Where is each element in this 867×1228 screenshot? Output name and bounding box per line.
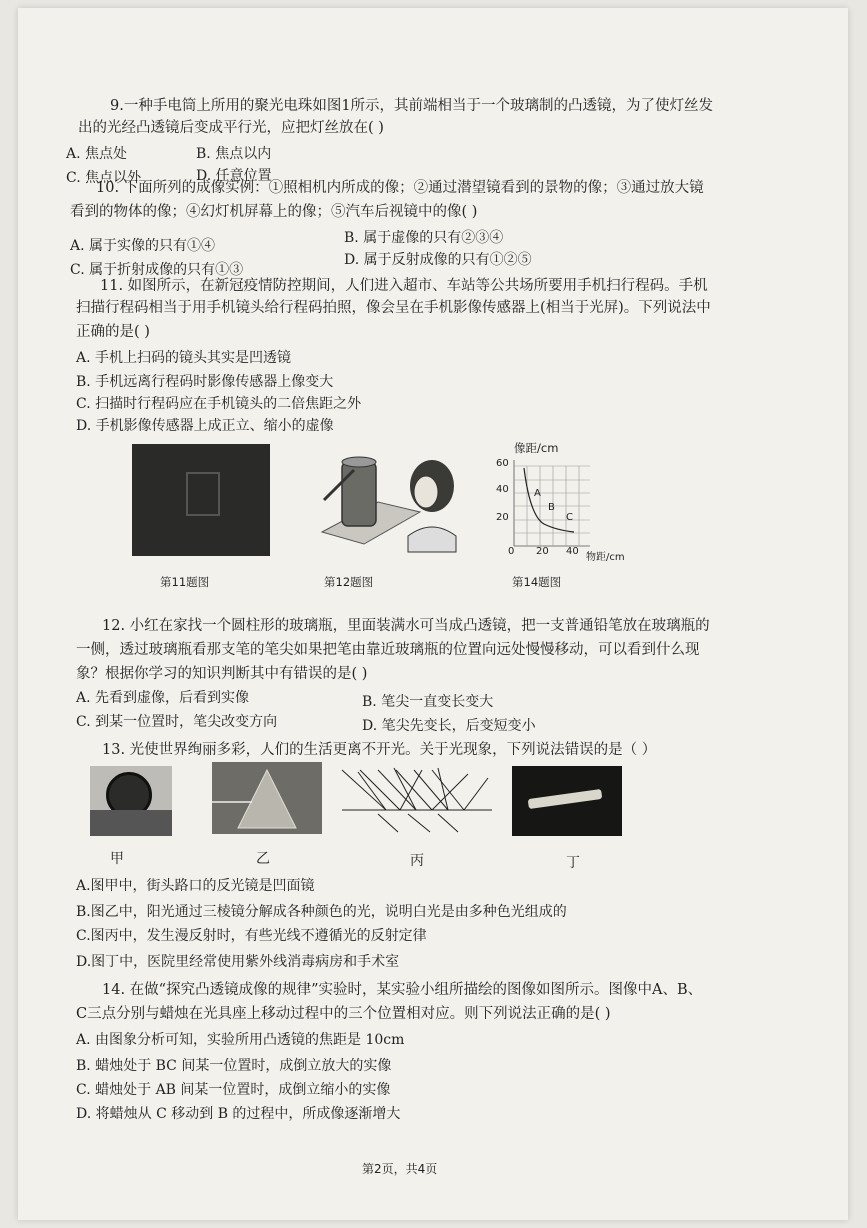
label-bing: 丙 — [410, 853, 424, 869]
q13-option-a: A.图甲中，街头路口的反光镜是凹面镜 — [76, 878, 315, 894]
q12-option-a: A. 先看到虚像，后看到实像 — [76, 690, 250, 706]
figure-11-caption: 第11题图 — [160, 575, 210, 589]
q10-option-c: C. 属于折射成像的只有①③ — [70, 262, 244, 278]
figure-jia-convex-mirror — [90, 766, 172, 836]
q13-option-b: B.图乙中，阳光通过三棱镜分解成各种颜色的光，说明白光是由多种色光组成的 — [76, 904, 567, 920]
q10-line2: 看到的物体的像；④幻灯机屏幕上的像；⑤汽车后视镜中的像( ) — [70, 204, 478, 220]
q11-option-c: C. 扫描时行程码应在手机镜头的二倍焦距之外 — [76, 396, 362, 412]
q12-option-c: C. 到某一位置时，笔尖改变方向 — [76, 714, 278, 730]
graph-ytick-20: 20 — [496, 512, 509, 523]
graph-point-c: C — [566, 512, 573, 523]
figure-bing-diffuse-reflection — [338, 764, 496, 836]
graph-xtick-0: 0 — [508, 546, 515, 557]
figure-14-graph — [474, 436, 644, 566]
figure-14-caption: 第14题图 — [512, 575, 562, 589]
graph-y-label: 像距/cm — [514, 441, 559, 455]
q10-option-b: B. 属于虚像的只有②③④ — [344, 230, 504, 246]
q10-option-d: D. 属于反射成像的只有①②⑤ — [344, 252, 532, 268]
q12-line3: 象？根据你学习的知识判断其中有错误的是( ) — [76, 666, 368, 682]
q12-line2: 一侧，透过玻璃瓶看那支笔的笔尖如果把笔由靠近玻璃瓶的位置向远处慢慢移动，可以看到什么现 — [76, 642, 700, 658]
q13-line1: 13. 光使世界绚丽多彩，人们的生活更离不开光。关于光现象，下列说法错误的是（ ） — [102, 742, 657, 758]
q10-option-a: A. 属于实像的只有①④ — [70, 238, 216, 254]
q9-line2: 出的光经凸透镜后变成平行光，应把灯丝放在( ) — [78, 120, 384, 136]
graph-xtick-40: 40 — [566, 546, 579, 557]
q11-line2: 扫描行程码相当于用手机镜头给行程码拍照，像会呈在手机影像传感器上(相当于光屏)。下列说法中 — [76, 300, 711, 316]
graph-point-b: B — [548, 502, 555, 513]
q12-option-d: D. 笔尖先变长，后变短变小 — [362, 718, 536, 734]
q13-option-d: D.图丁中，医院里经常使用紫外线消毒病房和手术室 — [76, 954, 400, 970]
q9-line1: 9.一种手电筒上所用的聚光电珠如图1所示，其前端相当于一个玻璃制的凸透镜，为了使灯丝发 — [110, 98, 714, 114]
q14-option-a: A. 由图象分析可知，实验所用凸透镜的焦距是 10cm — [76, 1032, 405, 1048]
graph-ytick-40: 40 — [496, 484, 509, 495]
label-yi: 乙 — [256, 851, 270, 867]
graph-xtick-20: 20 — [536, 546, 549, 557]
q12-option-b: B. 笔尖一直变长变大 — [362, 694, 494, 710]
q10-line1: 10. 下面所列的成像实例：①照相机内所成的像；②通过潜望镜看到的景物的像；③通过放大镜 — [96, 180, 704, 196]
figure-yi-prism — [212, 762, 322, 834]
graph-x-label: 物距/cm — [586, 552, 625, 563]
figure-ding-uv-lamp — [512, 766, 622, 836]
label-ding: 丁 — [566, 855, 580, 871]
q14-line1: 14. 在做“探究凸透镜成像的规律”实验时，某实验小组所描绘的图像如图所示。图像中A、B、 — [102, 982, 703, 998]
q9-option-d: D. 任意位置 — [196, 168, 272, 184]
q11-option-b: B. 手机远离行程码时影像传感器上像变大 — [76, 374, 334, 390]
exam-page — [18, 8, 848, 1220]
qr-code-frame — [186, 472, 220, 516]
q11-option-a: A. 手机上扫码的镜头其实是凹透镜 — [76, 350, 292, 366]
q9-option-b: B. 焦点以内 — [196, 146, 272, 162]
q11-line1: 11. 如图所示，在新冠疫情防控期间，人们进入超市、车站等公共场所要用手机扫行程码。手机 — [100, 278, 708, 294]
q11-line3: 正确的是( ) — [76, 324, 150, 340]
q14-option-d: D. 将蜡烛从 C 移动到 B 的过程中，所成像逐渐增大 — [76, 1106, 401, 1122]
q13-option-c: C.图丙中，发生漫反射时，有些光线不遵循光的反射定律 — [76, 928, 427, 944]
figure-12-caption: 第12题图 — [324, 575, 374, 589]
label-jia: 甲 — [110, 851, 124, 867]
q11-option-d: D. 手机影像传感器上成正立、缩小的虚像 — [76, 418, 334, 434]
q14-line2: C三点分别与蜡烛在光具座上移动过程中的三个位置相对应。则下列说法正确的是( ) — [76, 1006, 611, 1022]
q14-option-c: C. 蜡烛处于 AB 间某一位置时，成倒立缩小的实像 — [76, 1082, 391, 1098]
q12-line1: 12. 小红在家找一个圆柱形的玻璃瓶，里面装满水可当成凸透镜，把一支普通铅笔放在玻璃瓶的 — [102, 618, 710, 634]
graph-point-a: A — [534, 488, 541, 499]
figure-11-photo — [132, 444, 270, 556]
page-number-footer: 第2页，共4页 — [362, 1162, 438, 1176]
figure-12-illustration — [304, 440, 470, 560]
q9-option-a: A. 焦点处 — [66, 146, 128, 162]
graph-ytick-60: 60 — [496, 458, 509, 469]
uv-tube-icon — [528, 789, 603, 809]
q14-option-b: B. 蜡烛处于 BC 间某一位置时，成倒立放大的实像 — [76, 1058, 392, 1074]
q9-option-c: C. 焦点以外 — [66, 170, 142, 186]
